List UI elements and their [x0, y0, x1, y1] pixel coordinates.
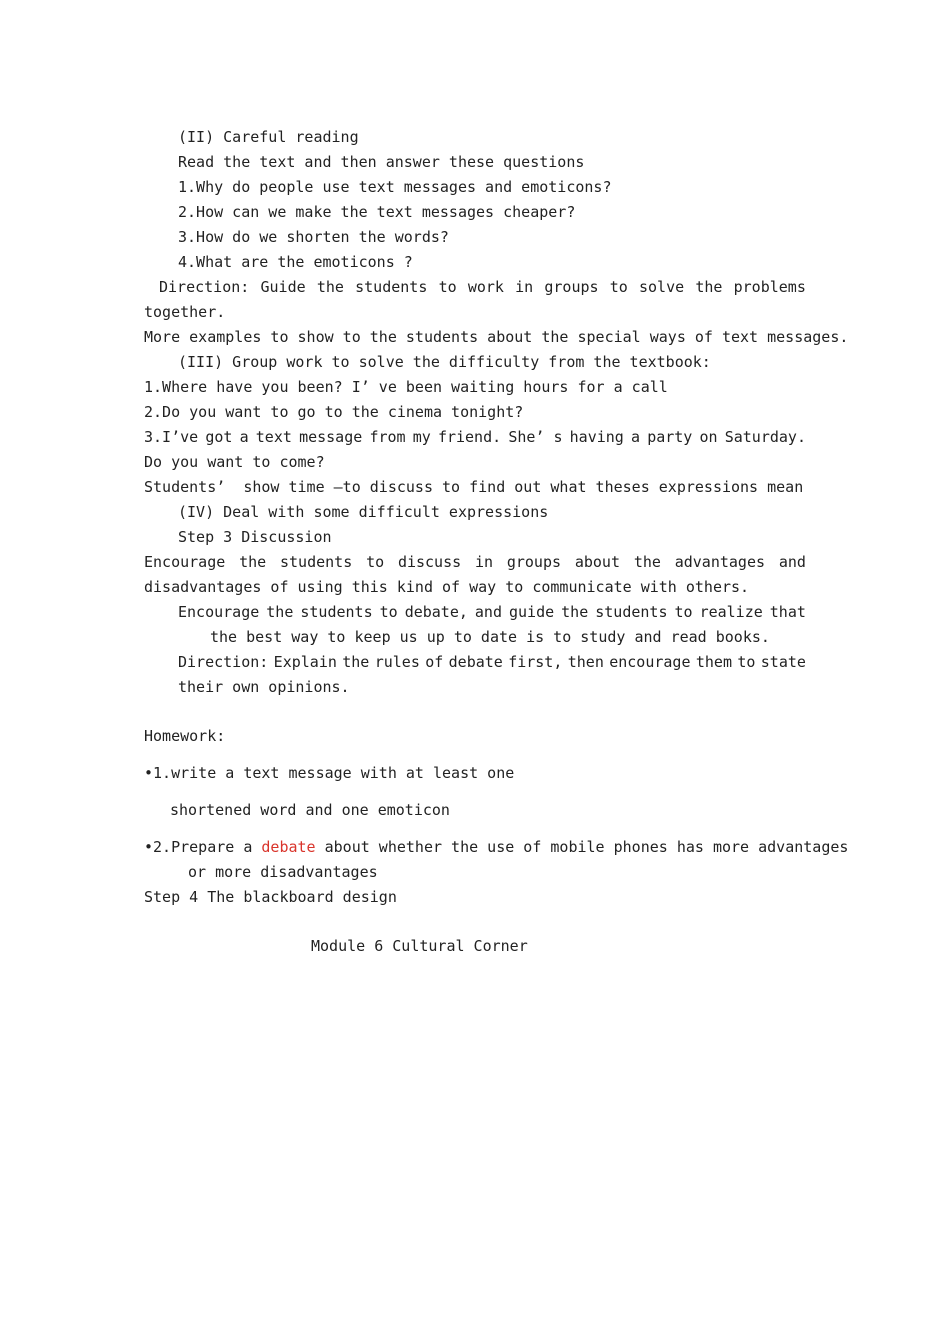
- word: a: [631, 428, 641, 446]
- word: students: [595, 603, 668, 621]
- word: groups: [506, 553, 562, 571]
- word: from: [369, 428, 406, 446]
- word: debate,: [404, 603, 468, 621]
- question-3: 3.How do we shorten the words?: [178, 228, 449, 246]
- word: to: [737, 653, 756, 671]
- homework-item-2-prefix: •2.Prepare a: [144, 838, 262, 856]
- direction-debate-end: their own opinions.: [178, 678, 350, 696]
- word: the: [695, 278, 723, 296]
- question-2: 2.How can we make the text messages cheaper?: [178, 203, 576, 221]
- word: work: [467, 278, 504, 296]
- word: to: [438, 278, 457, 296]
- word: that: [769, 603, 806, 621]
- word: Explain: [273, 653, 337, 671]
- word: about: [574, 553, 620, 571]
- instruction-text: Read the text and then answer these questions: [178, 153, 585, 171]
- word: of: [425, 653, 444, 671]
- section-heading-difficult-expressions: (IV) Deal with some difficult expressions: [178, 503, 549, 521]
- word: solve: [639, 278, 685, 296]
- word: to: [674, 603, 693, 621]
- word: and: [474, 603, 502, 621]
- direction-line-end: together.: [144, 303, 226, 321]
- word: the: [239, 553, 267, 571]
- word: the: [342, 653, 370, 671]
- encourage-discuss-end: disadvantages of using this kind of way to communicate with others.: [144, 578, 750, 596]
- encourage-debate-end: the best way to keep us up to date is to study and read books.: [210, 628, 770, 646]
- debate-highlight: debate: [261, 838, 316, 856]
- example-3-justified: [144, 427, 806, 447]
- word: encourage: [609, 653, 691, 671]
- word: the: [561, 603, 589, 621]
- word: debate: [448, 653, 503, 671]
- word: party: [647, 428, 693, 446]
- word: having: [569, 428, 624, 446]
- word: and: [778, 553, 806, 571]
- word: them: [695, 653, 732, 671]
- word: students: [300, 603, 373, 621]
- word: my: [412, 428, 431, 446]
- homework-item-1: •1.write a text message with at least one: [144, 764, 515, 782]
- step-3-heading: Step 3 Discussion: [178, 528, 332, 546]
- word: Direction:: [159, 278, 250, 296]
- word: to: [366, 553, 385, 571]
- word: She’ s: [508, 428, 563, 446]
- word: friend.: [437, 428, 502, 446]
- word: then: [567, 653, 604, 671]
- word: discuss: [397, 553, 462, 571]
- section-heading-careful-reading: (II) Careful reading: [178, 128, 359, 146]
- word: to: [609, 278, 628, 296]
- examples-line: More examples to show to the students about the special ways of text messages.: [144, 328, 849, 346]
- word: in: [474, 553, 494, 571]
- word: in: [515, 278, 534, 296]
- word: a: [239, 428, 249, 446]
- word: students: [355, 278, 428, 296]
- section-heading-group-work: (III) Group work to solve the difficulty from the textbook:: [178, 353, 711, 371]
- word: students: [280, 553, 353, 571]
- word: on: [699, 428, 718, 446]
- word: to: [379, 603, 398, 621]
- homework-title: Homework:: [144, 727, 226, 745]
- word: Encourage: [178, 603, 260, 621]
- encourage-discuss-justified: [144, 552, 806, 572]
- word: realize: [699, 603, 763, 621]
- students-show-time: Students’ show time –to discuss to find out what theses expressions mean: [144, 478, 804, 496]
- homework-item-1-cont: shortened word and one emoticon: [170, 801, 450, 819]
- word: Direction:: [178, 653, 269, 671]
- word: text: [255, 428, 292, 446]
- word: problems: [733, 278, 806, 296]
- example-2: 2.Do you want to go to the cinema tonight?: [144, 403, 524, 421]
- word: Encourage: [144, 553, 226, 571]
- example-3-end: Do you want to come?: [144, 453, 325, 471]
- encourage-debate-justified: [178, 602, 806, 622]
- word: the: [266, 603, 294, 621]
- example-1: 1.Where have you been? I’ ve been waiting hours for a call: [144, 378, 668, 396]
- homework-item-2-suffix: about whether the use of mobile phones has more advantages: [315, 838, 849, 856]
- word: message: [299, 428, 363, 446]
- homework-item-2-cont: or more disadvantages: [188, 863, 378, 881]
- module-title: Module 6 Cultural Corner: [311, 937, 528, 955]
- word: groups: [544, 278, 599, 296]
- word: rules: [374, 653, 420, 671]
- word: got: [205, 428, 233, 446]
- word: first,: [508, 653, 563, 671]
- homework-item-2: [144, 837, 848, 857]
- word: the: [316, 278, 344, 296]
- word: Saturday.: [724, 428, 806, 446]
- word: state: [760, 653, 806, 671]
- word: Guide: [260, 278, 306, 296]
- question-1: 1.Why do people use text messages and emoticons?: [178, 178, 612, 196]
- word: 3.I’ve: [144, 428, 199, 446]
- direction-line-justified: [159, 277, 806, 297]
- word: the: [633, 553, 661, 571]
- word: advantages: [674, 553, 766, 571]
- direction-debate-justified: [178, 652, 806, 672]
- question-4: 4.What are the emoticons ?: [178, 253, 413, 271]
- step-4-heading: Step 4 The blackboard design: [144, 888, 397, 906]
- word: guide: [509, 603, 555, 621]
